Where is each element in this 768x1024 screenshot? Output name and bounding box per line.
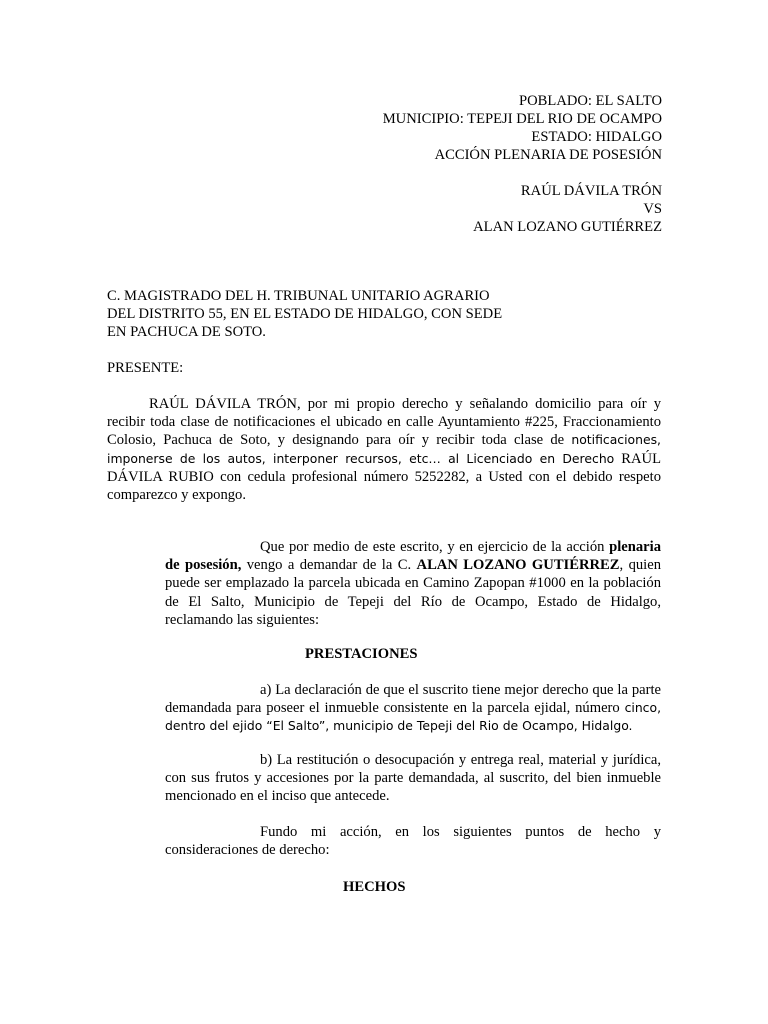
demand-bold-2: ALAN LOZANO GUTIÉRREZ: [416, 557, 620, 574]
prestacion-a-paragraph: [165, 681, 661, 736]
caption-estado: ESTADO: HIDALGO: [531, 129, 662, 145]
fundo-paragraph: Fundo mi acción, en los siguientes puntos de hecho y consideraciones de derecho:: [165, 824, 661, 859]
addressee-line-3: EN PACHUCA DE SOTO.: [107, 324, 266, 340]
demand-paragraph: [165, 538, 661, 629]
hechos-heading: HECHOS: [343, 879, 406, 895]
prestaciones-heading: PRESTACIONES: [305, 646, 418, 662]
addressee-line-2: DEL DISTRITO 55, EN EL ESTADO DE HIDALGO, CON SEDE: [107, 306, 503, 322]
demand-bold-1: plenaria de posesión,: [165, 539, 661, 574]
presente-label: PRESENTE:: [107, 360, 184, 376]
demand-text-3: , quien puede ser emplazado la parcela ubicada en Camino Zapopan #1000 en la población de El Salto, Municipio de Tepeji del Río de Ocampo, Estado de Hidalgo, reclamando las siguientes:: [165, 557, 661, 628]
intro-text-3: RAÚL DÁVILA RUBIO con cedula profesional número 5252282, a Usted con el debido respeto comparezco y expongo.: [107, 450, 661, 504]
caption-municipio: MUNICIPIO: TEPEJI DEL RIO DE OCAMPO: [382, 111, 662, 127]
intro-text-1: RAÚL DÁVILA TRÓN, por mi propio derecho y señalando domicilio para oír y recibir toda clase de notificaciones el ubicado en calle Ayuntamiento #225, Fraccionamiento Colosio, Pachuca de Soto, y designando para oír y recibir toda clase de: [107, 396, 661, 449]
prestacion-b-paragraph: b) La restitución o desocupación y entrega real, material y jurídica, con sus frutos y accesiones por la parte demandada, al suscrito, del bien inmueble mencionado en el inciso que antecede.: [165, 752, 661, 805]
addressee-line-1: C. MAGISTRADO DEL H. TRIBUNAL UNITARIO AGRARIO: [107, 288, 490, 304]
caption-poblado: POBLADO: EL SALTO: [519, 93, 662, 109]
caption-actor: RAÚL DÁVILA TRÓN: [520, 183, 662, 199]
caption-accion: ACCIÓN PLENARIA DE POSESIÓN: [434, 147, 662, 163]
demand-text-2: vengo a demandar de la C.: [241, 557, 417, 574]
caption-demandado: ALAN LOZANO GUTIÉRREZ: [473, 219, 662, 235]
intro-paragraph: [107, 395, 661, 504]
prestacion-a-text-1: a) La declaración de que el suscrito tiene mejor derecho que la parte demandada para poseer el inmueble consistente en la parcela ejidal, número: [165, 682, 661, 717]
prestacion-a-text-2: cinco, dentro del ejido “El Salto”, municipio de Tepeji del Rio de Ocampo, Hidalgo.: [165, 700, 662, 734]
addressee-block: [107, 287, 502, 341]
demand-text-1: Que por medio de este escrito, y en ejercicio de la acción: [260, 539, 610, 555]
caption-vs: VS: [643, 201, 662, 217]
case-caption: [383, 92, 662, 236]
intro-text-2: notificaciones, imponerse de los autos, interponer recursos, etc… al Licenciado en Derecho: [107, 432, 661, 466]
